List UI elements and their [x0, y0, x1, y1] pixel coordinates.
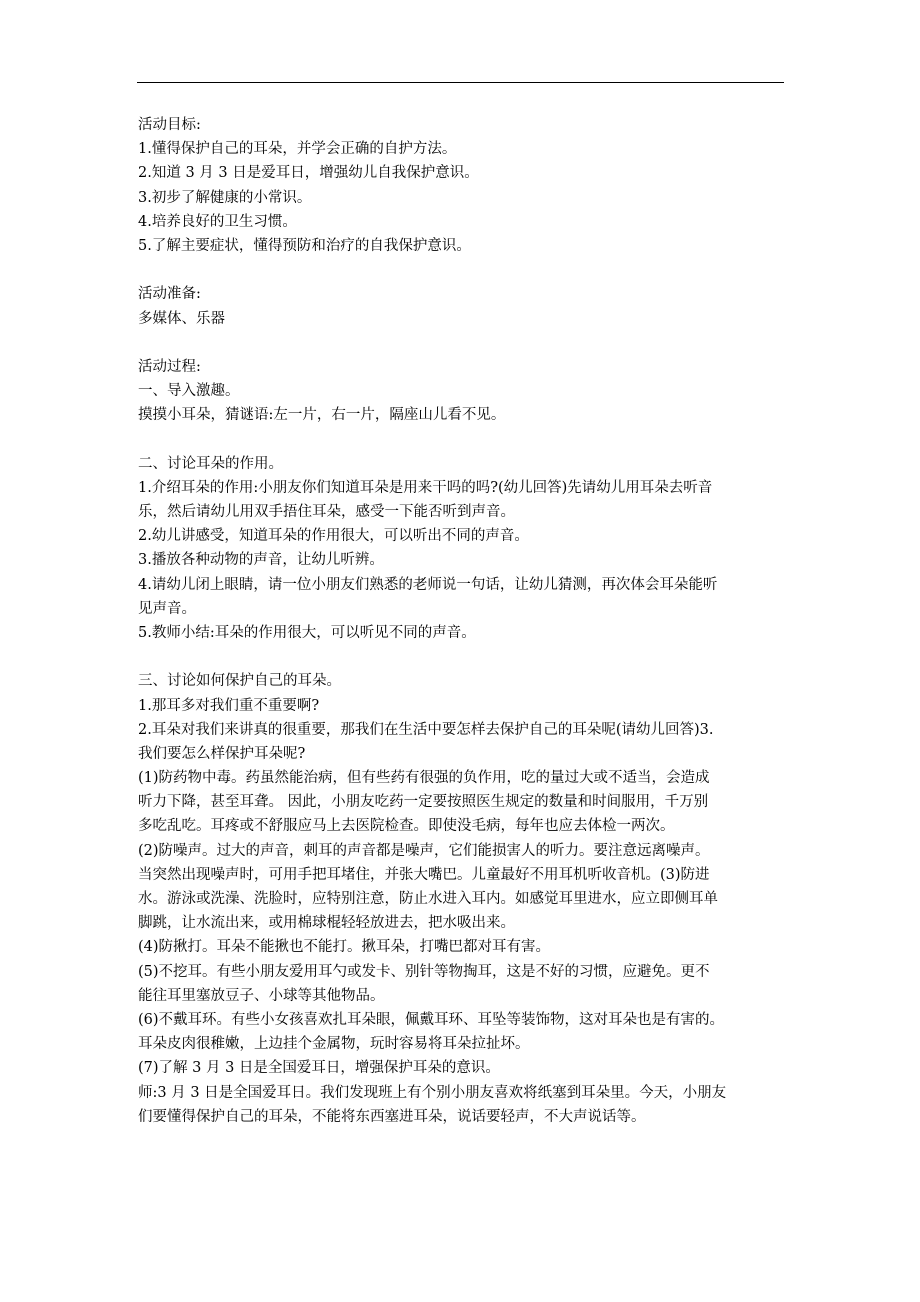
blank-line: [138, 258, 794, 282]
section-heading-goals: 活动目标:: [138, 117, 201, 133]
goal-item: 4.培养良好的卫生习惯。: [138, 213, 297, 230]
process-line: 3.播放各种动物的声音，让幼儿听辨。: [138, 552, 384, 569]
goal-item: 1.懂得保护自己的耳朵，并学会正确的自护方法。: [138, 141, 457, 158]
process-line: 1.那耳多对我们重不重要啊?: [138, 697, 320, 714]
process-line: 脚跳，让水流出来，或用棉球棍轻轻放进去，把水吸出来。: [138, 915, 515, 932]
process-line: (1)防药物中毒。药虽然能治病，但有些药有很强的负作用，吃的量过大或不适当，会造成: [138, 770, 710, 787]
process-line: 见声音。: [138, 600, 196, 617]
process-line: 耳朵皮肉很稚嫩，上边挂个金属物，玩时容易将耳朵拉扯坏。: [138, 1036, 530, 1053]
goal-item: 5.了解主要症状，懂得预防和治疗的自我保护意识。: [138, 237, 471, 254]
blank-line: [138, 427, 794, 451]
process-part-title: 三、讨论如何保护自己的耳朵。: [138, 673, 341, 690]
process-line: 水。游泳或洗澡、洗脸时，应特别注意，防止水进入耳内。如感觉耳里进水，应立即侧耳单: [138, 891, 718, 907]
process-line: 乐，然后请幼儿用双手捂住耳朵，感受一下能否听到声音。: [138, 504, 515, 520]
process-line: 多吃乱吃。耳疼或不舒服应马上去医院检查。即使没毛病，每年也应去体检一两次。: [138, 818, 675, 835]
process-line: 能往耳里塞放豆子、小球等其他物品。: [138, 987, 385, 1004]
process-line: 摸摸小耳朵，猜谜语:左一片，右一片，隔座山儿看不见。: [138, 407, 506, 424]
section-heading-prep: 活动准备:: [138, 286, 201, 303]
process-line: 2.幼儿讲感受，知道耳朵的作用很大，可以听出不同的声音。: [138, 528, 529, 545]
process-line: (4)防揪打。耳朵不能揪也不能打。揪耳朵，打嘴巴都对耳有害。: [138, 939, 551, 956]
process-line: 4.请幼儿闭上眼睛，请一位小朋友们熟悉的老师说一句话，让幼儿猜测，再次体会耳朵能听: [138, 576, 718, 593]
goal-item: 2.知道 3 月 3 日是爱耳日，增强幼儿自我保护意识。: [138, 165, 479, 182]
prep-item: 多媒体、乐器: [138, 310, 225, 327]
process-line: (7)了解 3 月 3 日是全国爱耳日，增强保护耳朵的意识。: [138, 1060, 500, 1077]
process-line: 们要懂得保护自己的耳朵，不能将东西塞进耳朵，说话要轻声，不大声说话等。: [138, 1108, 646, 1125]
blank-line: [138, 331, 794, 355]
process-line: 5.教师小结:耳朵的作用很大，可以听见不同的声音。: [138, 624, 476, 641]
process-line: 当突然出现噪声时，可用手把耳堵住，并张大嘴巴。儿童最好不用耳机听收音机。(3)防进: [138, 866, 710, 883]
goal-item: 3.初步了解健康的小常识。: [138, 189, 312, 206]
blank-line: [138, 645, 794, 669]
document-body: [138, 113, 794, 1129]
process-line: 听力下降，甚至耳聋。 因此，小朋友吃药一定要按照医生规定的数量和时间服用，千万别: [138, 794, 709, 811]
process-part-title: 二、讨论耳朵的作用。: [138, 455, 283, 472]
process-line: 2.耳朵对我们来讲真的很重要，那我们在生活中要怎样去保护自己的耳朵呢(请幼儿回答)3.: [138, 721, 714, 738]
process-part-title: 一、导入激趣。: [138, 383, 240, 400]
process-line: 1.介绍耳朵的作用:小朋友你们知道耳朵是用来干吗的吗?(幼儿回答)先请幼儿用耳朵去听音: [138, 479, 713, 496]
process-line: (6)不戴耳环。有些小女孩喜欢扎耳朵眼，佩戴耳环、耳坠等装饰物，这对耳朵也是有害的。: [138, 1011, 725, 1028]
process-line: 我们要怎么样保护耳朵呢?: [138, 745, 306, 762]
section-heading-process: 活动过程:: [138, 358, 201, 375]
header-rule: [137, 82, 784, 83]
process-line: 师:3 月 3 日是全国爱耳日。我们发现班上有个别小朋友喜欢将纸塞到耳朵里。今天，小朋友: [138, 1084, 727, 1101]
process-line: (5)不挖耳。有些小朋友爱用耳勺或发卡、别针等物掏耳，这是不好的习惯，应避免。更不: [138, 963, 710, 980]
process-line: (2)防噪声。过大的声音，刺耳的声音都是噪声，它们能损害人的听力。要注意远离噪声。: [138, 842, 710, 859]
